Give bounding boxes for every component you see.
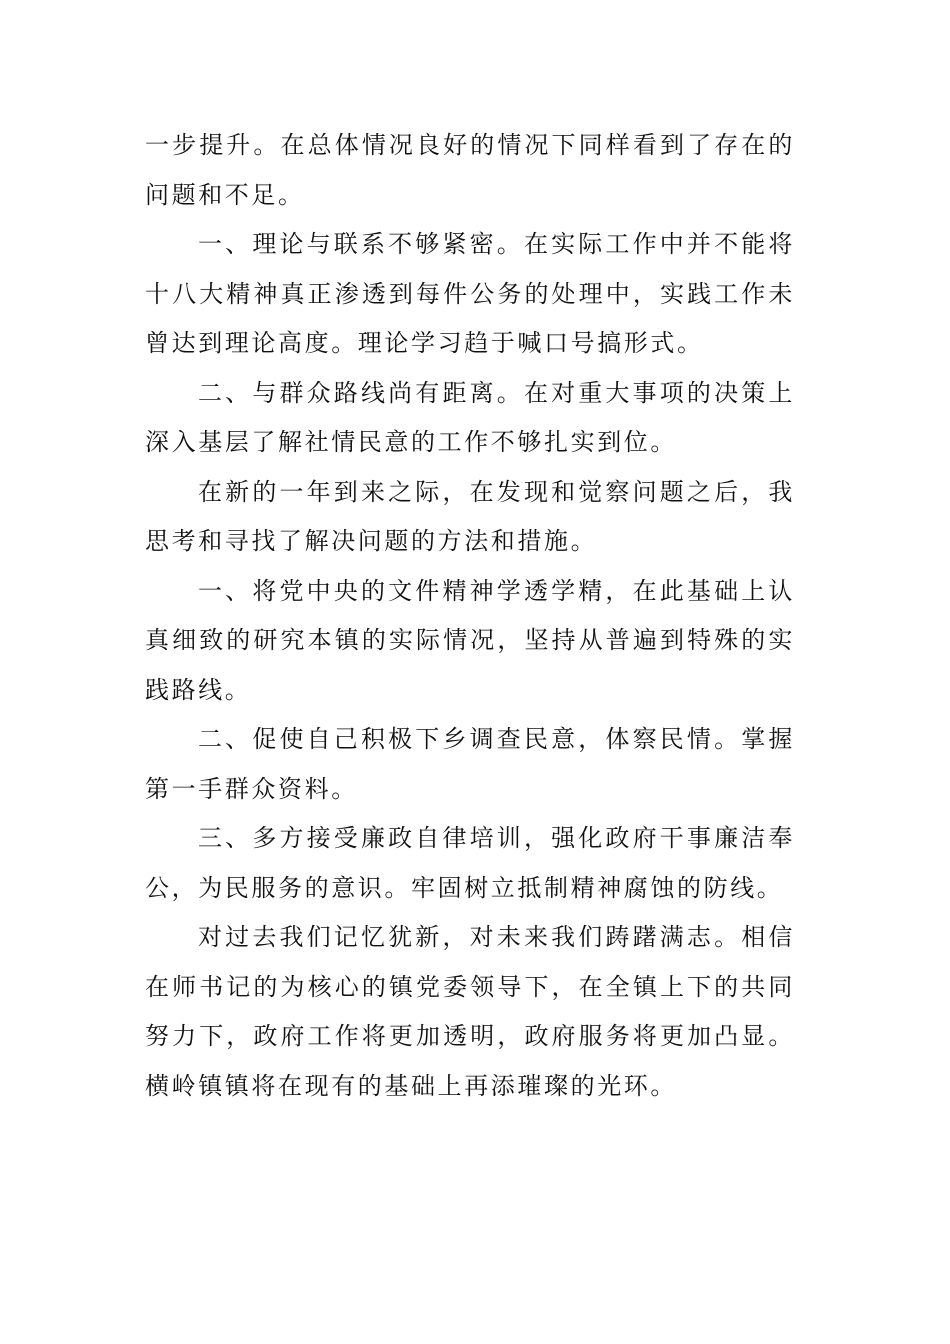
document-body bbox=[145, 121, 795, 1111]
paragraph-conclusion: 对过去我们记忆犹新，对未来我们踌躇满志。相信在师书记的为核心的镇党委领导下，在全镇上下的共同努力下，政府工作将更加透明，政府服务将更加凸显。横岭镇镇将在现有的基础上再添璀璨的光环。 bbox=[145, 923, 795, 1100]
paragraph-measure-2: 二、促使自己积极下乡调查民意，体察民情。掌握第一手群众资料。 bbox=[145, 725, 795, 803]
paragraph-measure-3: 三、多方接受廉政自律培训，强化政府干事廉洁奉公，为民服务的意识。牢固树立抵制精神腐蚀的防线。 bbox=[145, 824, 795, 902]
paragraph-problem-1: 一、理论与联系不够紧密。在实际工作中并不能将十八大精神真正渗透到每件公务的处理中，实践工作未曾达到理论高度。理论学习趋于喊口号搞形式。 bbox=[145, 230, 795, 357]
paragraph-measure-1: 一、将党中央的文件精神学透学精，在此基础上认真细致的研究本镇的实际情况，坚持从普遍到特殊的实践路线。 bbox=[145, 576, 795, 704]
paragraph-problem-2: 二、与群众路线尚有距离。在对重大事项的决策上深入基层了解社情民意的工作不够扎实到位。 bbox=[145, 378, 795, 456]
paragraph-transition: 在新的一年到来之际，在发现和觉察问题之后，我思考和寻找了解决问题的方法和措施。 bbox=[145, 477, 795, 555]
paragraph-continuation: 一步提升。在总体情况良好的情况下同样看到了存在的问题和不足。 bbox=[145, 131, 795, 209]
